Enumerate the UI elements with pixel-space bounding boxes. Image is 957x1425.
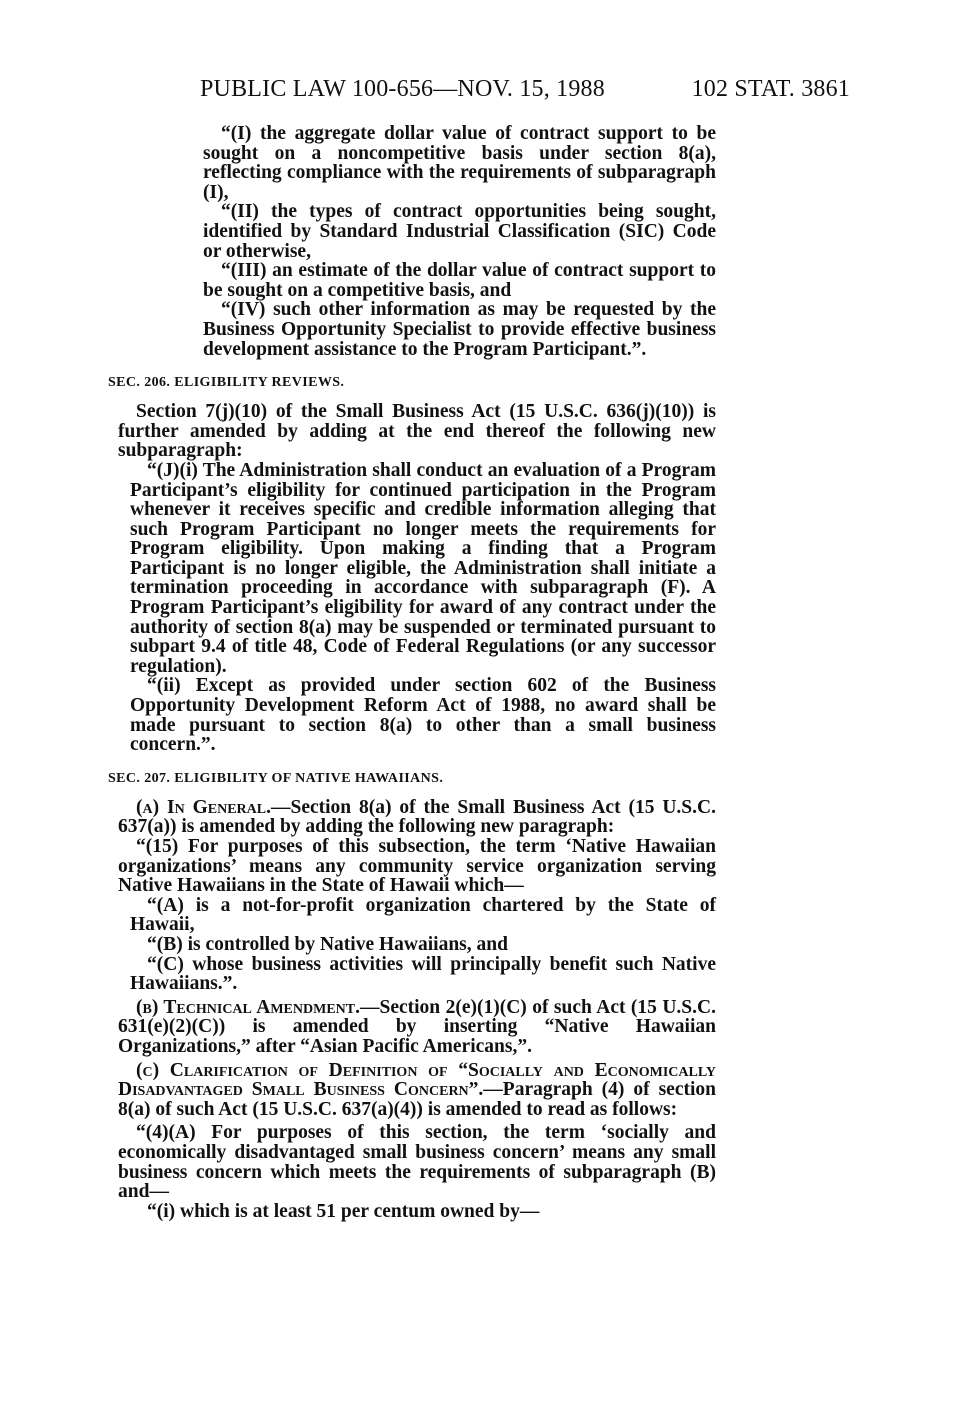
clause-i: “(I) the aggregate dollar value of contract support to be sought on a noncompetitive basis under section 8(a), reflecting compliance with the requirements of subparagraph (I), (203, 123, 716, 203)
subsection-a-heading: (a) In General. (136, 796, 271, 818)
clause-ii: “(II) the types of contract opportunities being sought, identified by Standard Industrial Classification (SIC) Code or otherwise, (203, 201, 716, 262)
subsection-a (118, 798, 716, 837)
clause-iii: “(III) an estimate of the dollar value of contract support to be sought on a competitive basis, and (203, 260, 716, 301)
page-header (200, 76, 850, 110)
subparagraph-j-i: “(J)(i) The Administration shall conduct an evaluation of a Program Participant’s eligibility for continued participation in the Program whenever it receives specific and credible information alleging that such Program Participant no longer meets the requirements for Program eligibility. Upon making a finding that a Program Participant is no longer eligible, the Administration shall initiate a termination proceeding in accordance with subparagraph (F). A Program Participant’s eligibility for award of any contract under the authority of section 8(a) may be suspended or terminated pursuant to subpart 9.4 of title 48, Code of Federal Regulations (or any successor regulation). (130, 459, 716, 677)
clause-a: “(A) is a not-for-profit organization chartered by the State of Hawaii, (130, 894, 716, 936)
header-law-citation: PUBLIC LAW 100-656—NOV. 15, 1988 (200, 76, 605, 102)
clause-c: “(C) whose business activities will principally benefit such Native Hawaiians.”. (130, 953, 716, 995)
document-body (108, 123, 716, 1222)
subsection-b (118, 998, 716, 1057)
paragraph-15: “(15) For purposes of this subsection, the term ‘Native Hawaiian organizations’ means any community service organization serving Native Hawaiians in the State of Hawaii which— (118, 836, 716, 897)
subsection-b-text: —Section 2(e)(1)(C) of such Act (15 U.S.C. 631(e)(2)(C)) is amended by inserting “Native Hawaiian Organizations,” after “Asian Pacific Americans,”. (118, 996, 716, 1057)
section-207-heading: SEC. 207. ELIGIBILITY OF NATIVE HAWAIIANS. (108, 770, 444, 786)
subsection-a-text: —Section 8(a) of the Small Business Act (15 U.S.C. 637(a)) is amended by adding the following new paragraph: (118, 796, 716, 838)
header-stat-page: 102 STAT. 3861 (691, 76, 850, 102)
section-206-intro: Section 7(j)(10) of the Small Business Act (15 U.S.C. 636(j)(10)) is further amended by adding at the end thereof the following new subparagraph: (118, 401, 716, 462)
paragraph-4a: “(4)(A) For purposes of this section, the term ‘socially and economically disadvantaged small business concern’ means any small business concern which meets the requirements of subparagraph (B) and— (118, 1122, 716, 1203)
subsection-c (118, 1061, 716, 1120)
subsection-c-text: —Paragraph (4) of section 8(a) of such Act (15 U.S.C. 637(a)(4)) is amended to read as follows: (118, 1079, 716, 1120)
subparagraph-j-ii: “(ii) Except as provided under section 602 of the Business Opportunity Development Reform Act of 1988, no award shall be made pursuant to section 8(a) to other than a small business concern.”. (130, 675, 716, 756)
section-206-heading: SEC. 206. ELIGIBILITY REVIEWS. (108, 375, 345, 391)
subsection-c-heading: (c) Clarification of Definition of “Socially and Economically Disadvantaged Small Business Concern”. (118, 1059, 716, 1101)
clause-b: “(B) is controlled by Native Hawaiians, and (147, 933, 508, 955)
clause-iv: “(IV) such other information as may be requested by the Business Opportunity Specialist to provide effective business development assistance to the Program Participant.”. (203, 299, 716, 360)
subsection-b-heading: (b) Technical Amendment. (136, 996, 360, 1018)
clause-4a-i: “(i) which is at least 51 per centum owned by— (147, 1200, 540, 1222)
